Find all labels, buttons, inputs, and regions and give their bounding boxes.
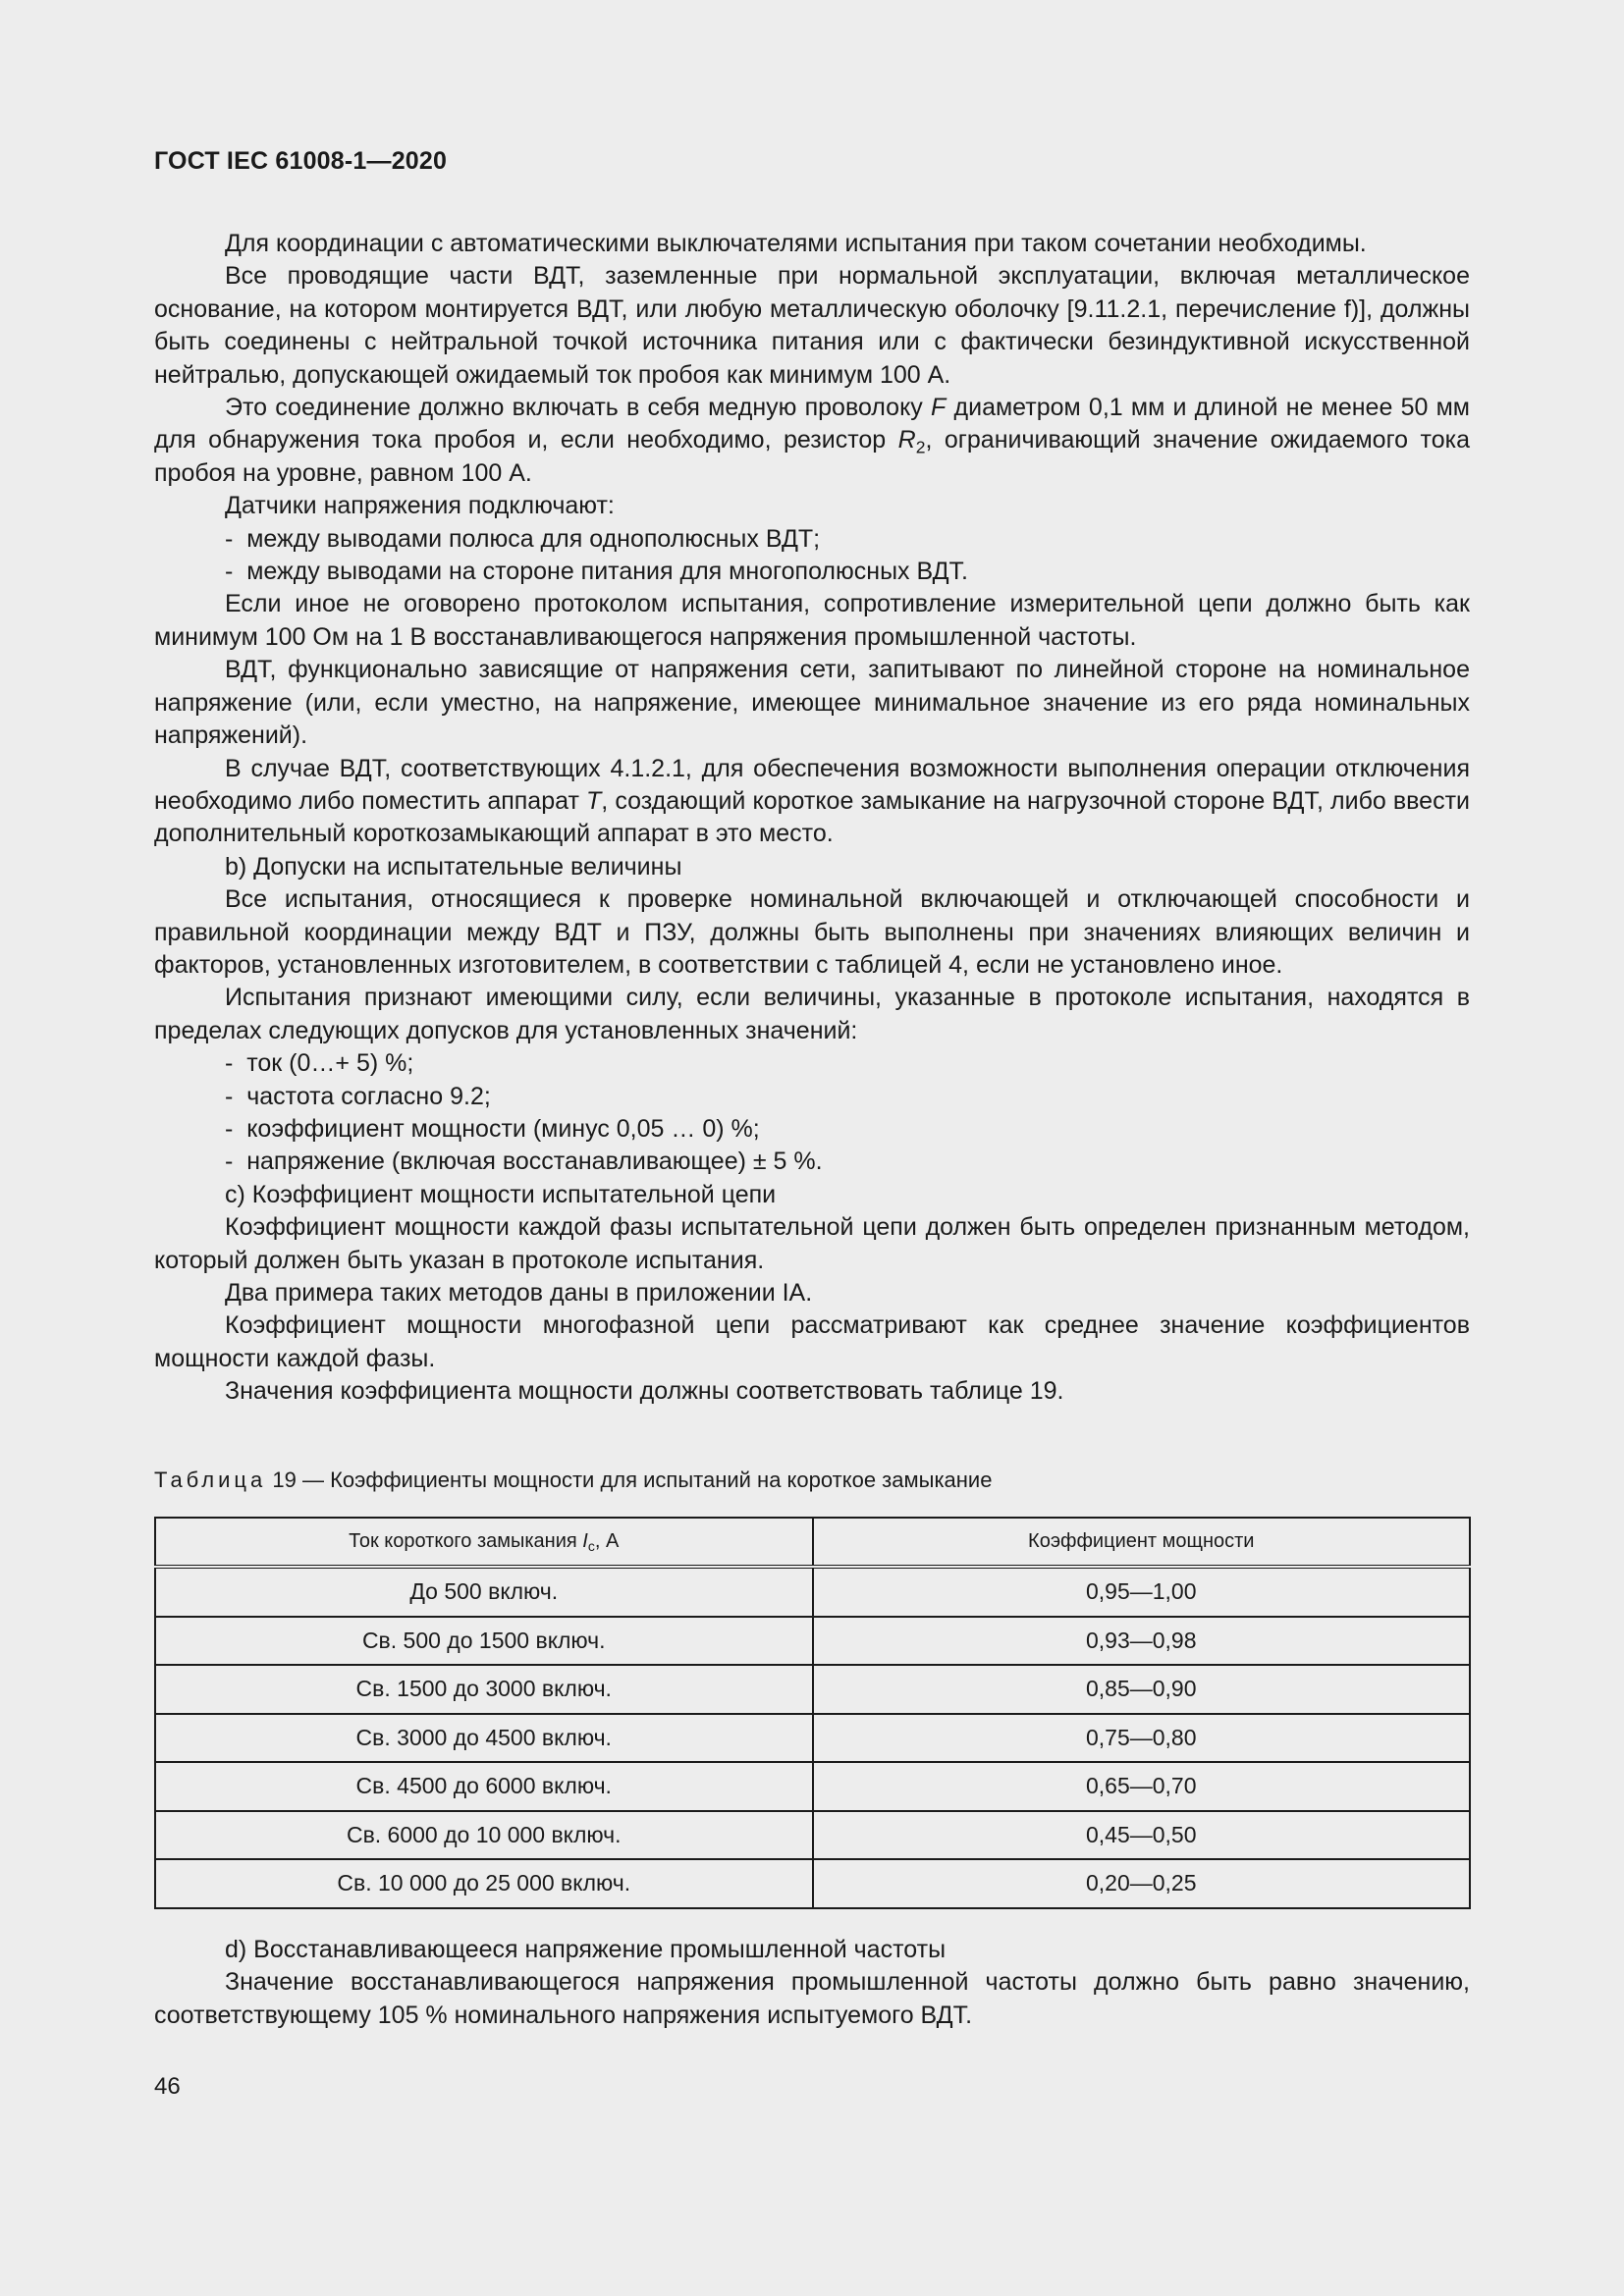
- list-item: - напряжение (включая восстанавливающее) ± 5 %.: [154, 1146, 1470, 1178]
- closing-text: [154, 1934, 1470, 2032]
- variable-f: F: [931, 394, 947, 422]
- column-header-current: Ток короткого замыкания $I_c$, А: [155, 1518, 813, 1567]
- body-text: [154, 228, 1470, 1409]
- table-row: [155, 1859, 1470, 1908]
- cell-power-factor: 0,95—1,00: [813, 1567, 1471, 1617]
- cell-power-factor: 0,45—0,50: [813, 1811, 1471, 1860]
- table-row: [155, 1811, 1470, 1860]
- cell-current: Св. 1500 до 3000 включ.: [155, 1665, 813, 1714]
- paragraph: Все испытания, относящиеся к проверке номинальной включающей и отключающей способности и правильной координации между ВДТ и ПЗУ, должны быть выполнены при значениях влияющих величин и факторов, установленных изготовителем, в соответствии с таблицей 4, если не установлено иное.: [154, 885, 1470, 979]
- cell-current: Св. 500 до 1500 включ.: [155, 1617, 813, 1666]
- cell-power-factor: 0,65—0,70: [813, 1762, 1471, 1811]
- paragraph: В случае ВДТ, соответствующих 4.1.2.1, для обеспечения возможности выполнения операции отключения необходимо либо поместить аппарат T, создающий короткое замыкание на нагрузочной стороне ВДТ, либо ввести дополнительный короткозамыкающий аппарат в это место.: [154, 754, 1470, 848]
- list-item: - коэффициент мощности (минус 0,05 … 0) %;: [154, 1113, 1470, 1146]
- table-caption-word: Таблица: [154, 1468, 267, 1492]
- table-caption: [154, 1468, 992, 1493]
- power-factor-table: [154, 1517, 1471, 1909]
- paragraph: Значения коэффициента мощности должны соответствовать таблице 19.: [225, 1377, 1064, 1406]
- table-row: [155, 1762, 1470, 1811]
- cell-power-factor: 0,20—0,25: [813, 1859, 1471, 1908]
- paragraph: Значение восстанавливающегося напряжения промышленной частоты должно быть равно значению, соответствующему 105 % номинального напряжения испытуемого ВДТ.: [154, 1968, 1470, 2029]
- section-heading: c) Коэффициент мощности испытательной цепи: [225, 1180, 777, 1208]
- list-item: - частота согласно 9.2;: [154, 1081, 1470, 1113]
- paragraph: ВДТ, функционально зависящие от напряжения сети, запитывают по линейной стороне на номинальное напряжение (или, если уместно, на напряжение, имеющее минимальное значение из его ряда номинальных напряжений).: [154, 656, 1470, 750]
- paragraph: Все проводящие части ВДТ, заземленные при нормальной эксплуатации, включая металлическое основание, на котором монтируется ВДТ, или любую металлическую оболочку [9.11.2.1, перечисление f)], должны быть соединены с нейтральной точкой источника питания или с фактически безиндуктивной искусственной нейтралью, допускающей ожидаемый ток пробоя как минимум 100 А.: [154, 262, 1470, 389]
- page-number: 46: [154, 2073, 181, 2100]
- paragraph: Датчики напряжения подключают:: [225, 492, 615, 520]
- cell-current: Св. 3000 до 4500 включ.: [155, 1714, 813, 1763]
- table-caption-title: 19 — Коэффициенты мощности для испытаний на короткое замыкание: [266, 1468, 993, 1492]
- variable-r: R: [897, 426, 916, 454]
- paragraph: Коэффициент мощности многофазной цепи рассматривают как среднее значение коэффициентов мощности каждой фазы.: [154, 1311, 1470, 1372]
- paragraph: Коэффициент мощности каждой фазы испытательной цепи должен быть определен признанным методом, который должен быть указан в протоколе испытания.: [154, 1213, 1470, 1274]
- table-row: [155, 1617, 1470, 1666]
- paragraph: Испытания признают имеющими силу, если величины, указанные в протоколе испытания, находятся в пределах следующих допусков для установленных значений:: [154, 984, 1470, 1044]
- paragraph: Для координации с автоматическими выключателями испытания при таком сочетании необходимы.: [225, 230, 1367, 257]
- document-header: ГОСТ IEC 61008-1—2020: [154, 147, 448, 175]
- cell-current: Св. 6000 до 10 000 включ.: [155, 1811, 813, 1860]
- cell-power-factor: 0,75—0,80: [813, 1714, 1471, 1763]
- section-heading: b) Допуски на испытательные величины: [225, 852, 682, 881]
- cell-current: Св. 10 000 до 25 000 включ.: [155, 1859, 813, 1908]
- cell-power-factor: 0,93—0,98: [813, 1617, 1471, 1666]
- table-header-row: [155, 1518, 1470, 1567]
- list-item: - ток (0…+ 5) %;: [154, 1047, 1470, 1080]
- table-row: [155, 1714, 1470, 1763]
- cell-current: До 500 включ.: [155, 1567, 813, 1617]
- cell-power-factor: 0,85—0,90: [813, 1665, 1471, 1714]
- paragraph: Это соединение должно включать в себя медную проволоку F диаметром 0,1 мм и длиной не менее 50 мм для обнаружения тока пробоя и, если необходимо, резистор $R_2$, ограничивающий значение ожидаемого тока пробоя на уровне, равном 100 А.: [154, 394, 1471, 487]
- column-header-power-factor: Коэффициент мощности: [813, 1518, 1471, 1567]
- list-item: - между выводами полюса для однополюсных ВДТ;: [154, 523, 1470, 556]
- cell-current: Св. 4500 до 6000 включ.: [155, 1762, 813, 1811]
- paragraph: Если иное не оговорено протоколом испытания, сопротивление измерительной цепи должно быть как минимум 100 Ом на 1 В восстанавливающегося напряжения промышленной частоты.: [154, 590, 1470, 651]
- list-item: - между выводами на стороне питания для многополюсных ВДТ.: [154, 556, 1470, 588]
- section-heading: d) Восстанавливающееся напряжение промышленной частоты: [225, 1936, 947, 1963]
- variable-t: T: [586, 786, 602, 815]
- paragraph: Два примера таких методов даны в приложении IA.: [225, 1279, 813, 1307]
- table-row: [155, 1567, 1470, 1617]
- table-row: [155, 1665, 1470, 1714]
